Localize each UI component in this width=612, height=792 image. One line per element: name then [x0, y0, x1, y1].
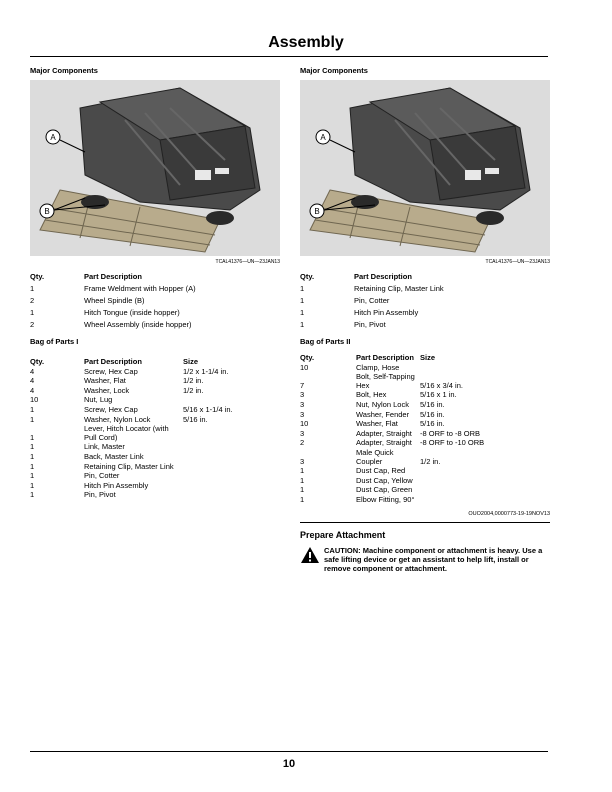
description-cell: Washer, Nylon Lock: [84, 414, 151, 424]
size-header: Size: [183, 357, 199, 366]
table-row: [300, 390, 550, 400]
section-rule: [300, 522, 550, 523]
description-cell: Elbow Fitting, 90°: [356, 494, 415, 504]
qty-cell: 1: [30, 480, 35, 490]
table-row: [300, 400, 550, 410]
right-callout-a: A: [320, 133, 326, 142]
qty-cell: 3: [300, 409, 305, 419]
left-figure-caption: TCAL41376—UN—23JAN13: [215, 259, 280, 265]
table-row: [30, 462, 280, 472]
qty-cell: 4: [30, 376, 35, 386]
right-callout-b: B: [314, 207, 320, 216]
qty-cell: 1: [300, 494, 305, 504]
qty-cell: 1: [30, 490, 35, 500]
table-row: [300, 317, 550, 329]
description-cell: Screw, Hex Cap: [84, 404, 138, 414]
size-cell: [183, 481, 280, 491]
left-column: [30, 66, 280, 500]
qty-cell: 3: [300, 456, 305, 466]
qty-cell: 7: [300, 380, 305, 390]
qty-cell: 1: [30, 414, 35, 424]
size-cell: 5/16 x 3/4 in.: [420, 380, 463, 390]
table-row: [30, 281, 280, 293]
table-row: [30, 424, 280, 442]
description-cell: Washer, Flat: [356, 419, 398, 429]
description-cell: Adapter, Straight: [356, 428, 412, 438]
reference-code: OUO2004,0000773-19-19NOV13: [468, 510, 550, 517]
qty-cell: 1: [30, 471, 35, 481]
size-cell: -8 ORF to -8 ORB: [420, 428, 481, 438]
description-cell: Pin, Cotter: [84, 471, 120, 481]
size-cell: 1/2 in.: [183, 376, 204, 386]
qty-cell: 1: [300, 475, 305, 485]
description-header: Part Description: [84, 272, 142, 281]
table-row: [30, 442, 280, 452]
description-header: Part Description: [356, 353, 414, 362]
description-cell: Dust Cap, Yellow: [356, 475, 413, 485]
table-row: [30, 395, 280, 405]
bag-of-parts-i-heading: Bag of Parts I: [30, 337, 79, 346]
qty-cell: 1: [300, 466, 305, 476]
prepare-attachment-heading: Prepare Attachment: [300, 529, 386, 540]
left-callout-b: B: [44, 207, 50, 216]
table-row: [300, 438, 550, 448]
description-cell: Wheel Spindle (B): [84, 296, 145, 305]
description-cell: Frame Weldment with Hopper (A): [84, 284, 196, 293]
size-cell: [183, 490, 280, 500]
table-row: [30, 452, 280, 462]
qty-cell: 1: [30, 442, 35, 452]
size-cell: [183, 395, 280, 405]
description-cell: Dust Cap, Green: [356, 485, 413, 495]
table-row: [30, 317, 280, 329]
right-major-components-heading: Major Components: [300, 66, 368, 75]
table-row: [300, 363, 550, 373]
bag-of-parts-ii-table: [300, 353, 550, 505]
description-cell: Nut, Nylon Lock: [356, 399, 409, 409]
description-header: Part Description: [354, 272, 412, 281]
size-cell: 5/16 x 1-1/4 in.: [183, 404, 233, 414]
description-cell: Link, Master: [84, 442, 125, 452]
left-major-components-table: [30, 269, 280, 329]
right-hopper-photo: [300, 80, 550, 256]
description-cell: Hitch Pin Assembly: [84, 480, 149, 490]
qty-cell: 3: [300, 390, 305, 400]
size-cell: 5/16 in.: [420, 399, 445, 409]
qty-cell: 3: [300, 428, 305, 438]
description-cell: Hitch Tongue (inside hopper): [84, 308, 180, 317]
qty-cell: 1: [300, 284, 305, 293]
description-cell: Bolt, Self-Tapping Hex: [356, 372, 415, 390]
description-cell: Back, Master Link: [84, 451, 144, 461]
table-header-row: [30, 269, 280, 281]
table-header-row: [300, 269, 550, 281]
qty-cell: 4: [30, 385, 35, 395]
table-row: [300, 466, 550, 476]
table-row: [300, 419, 550, 429]
size-cell: 5/16 in.: [420, 409, 445, 419]
left-major-components-heading: Major Components: [30, 66, 98, 75]
qty-cell: 2: [30, 296, 35, 305]
qty-header: Qty.: [30, 357, 45, 366]
qty-cell: 1: [300, 296, 305, 305]
table-row: [300, 495, 550, 505]
page-number: 10: [282, 758, 296, 770]
description-cell: Nut, Lug: [84, 395, 113, 405]
description-cell: Washer, Fender: [356, 409, 410, 419]
description-cell: Hitch Pin Assembly: [354, 308, 419, 317]
description-cell: Pin, Pivot: [354, 320, 386, 329]
title-rule: [30, 56, 548, 57]
description-cell: Retaining Clip, Master Link: [84, 461, 174, 471]
qty-header: Qty.: [300, 272, 315, 281]
qty-cell: 1: [300, 320, 305, 329]
right-major-components-table: [300, 269, 550, 329]
description-cell: Male Quick Coupler: [356, 447, 394, 466]
qty-cell: 10: [300, 362, 309, 372]
qty-cell: 1: [30, 432, 35, 442]
warning-triangle-icon: [300, 546, 320, 573]
size-cell: 1/2 in.: [183, 385, 204, 395]
table-row: [30, 415, 280, 425]
footer-rule: [30, 751, 548, 752]
qty-cell: 10: [300, 419, 309, 429]
qty-cell: 1: [30, 284, 35, 293]
table-row: [300, 448, 550, 466]
size-cell: [183, 471, 280, 481]
size-cell: [183, 452, 280, 462]
description-cell: Adapter, Straight: [356, 438, 412, 448]
size-cell: [420, 495, 550, 505]
bag-of-parts-ii-heading: Bag of Parts II: [300, 337, 351, 346]
table-row: [300, 410, 550, 420]
bag-of-parts-i-table: [30, 357, 280, 500]
right-column: [300, 66, 550, 573]
qty-cell: 1: [30, 404, 35, 414]
qty-header: Qty.: [30, 272, 45, 281]
qty-header: Qty.: [300, 353, 315, 362]
size-cell: [420, 466, 550, 476]
size-cell: 1/2 in.: [420, 456, 441, 466]
size-cell: [183, 424, 280, 442]
description-cell: Lever, Hitch Locator (with Pull Cord): [84, 424, 169, 442]
description-header: Part Description: [84, 357, 142, 366]
table-row: [30, 293, 280, 305]
qty-cell: 10: [30, 395, 39, 405]
qty-cell: 1: [30, 461, 35, 471]
size-cell: -8 ORF to -10 ORB: [420, 438, 485, 448]
caution-text: CAUTION: Machine component or attachment is heavy. Use a safe lifting device or get an assistant to help lift, install or remove component or attachment.: [324, 545, 543, 573]
size-cell: 1/2 x 1-1/4 in.: [183, 366, 229, 376]
qty-cell: 3: [300, 399, 305, 409]
size-cell: [420, 363, 550, 373]
table-row: [30, 386, 280, 396]
qty-cell: 4: [30, 366, 35, 376]
description-cell: Dust Cap, Red: [356, 466, 406, 476]
table-row: [30, 490, 280, 500]
table-row: [30, 305, 280, 317]
table-header-row: [300, 353, 550, 363]
qty-cell: 1: [300, 485, 305, 495]
right-figure-caption: TCAL41376—UN—23JAN13: [485, 259, 550, 265]
table-row: [300, 281, 550, 293]
caution-block: [300, 546, 550, 573]
size-cell: 5/16 x 1 in.: [420, 390, 457, 400]
description-cell: Pin, Cotter: [354, 296, 390, 305]
description-cell: Bolt, Hex: [356, 390, 387, 400]
left-callout-a: A: [50, 133, 56, 142]
size-cell: [183, 442, 280, 452]
table-row: [300, 372, 550, 390]
qty-cell: 1: [30, 451, 35, 461]
table-row: [30, 481, 280, 491]
qty-cell: 2: [300, 438, 305, 448]
description-cell: Clamp, Hose: [356, 362, 400, 372]
table-row: [30, 376, 280, 386]
size-cell: 5/16 in.: [420, 419, 445, 429]
table-row: [300, 293, 550, 305]
table-row: [30, 405, 280, 415]
size-header: Size: [420, 353, 436, 362]
size-cell: [420, 485, 550, 495]
description-cell: Wheel Assembly (inside hopper): [84, 320, 192, 329]
description-cell: Washer, Flat: [84, 376, 126, 386]
table-header-row: [30, 357, 280, 367]
table-row: [30, 367, 280, 377]
size-cell: [183, 462, 280, 472]
left-hopper-photo: [30, 80, 280, 256]
qty-cell: 1: [300, 308, 305, 317]
description-cell: Pin, Pivot: [84, 490, 116, 500]
page-title: Assembly: [268, 34, 344, 51]
table-row: [300, 476, 550, 486]
table-row: [30, 471, 280, 481]
description-cell: Washer, Lock: [84, 385, 130, 395]
description-cell: Retaining Clip, Master Link: [354, 284, 444, 293]
qty-cell: 2: [30, 320, 35, 329]
size-cell: 5/16 in.: [183, 414, 208, 424]
qty-cell: 1: [30, 308, 35, 317]
description-cell: Screw, Hex Cap: [84, 366, 138, 376]
size-cell: [420, 476, 550, 486]
table-row: [300, 485, 550, 495]
table-row: [300, 305, 550, 317]
table-row: [300, 429, 550, 439]
